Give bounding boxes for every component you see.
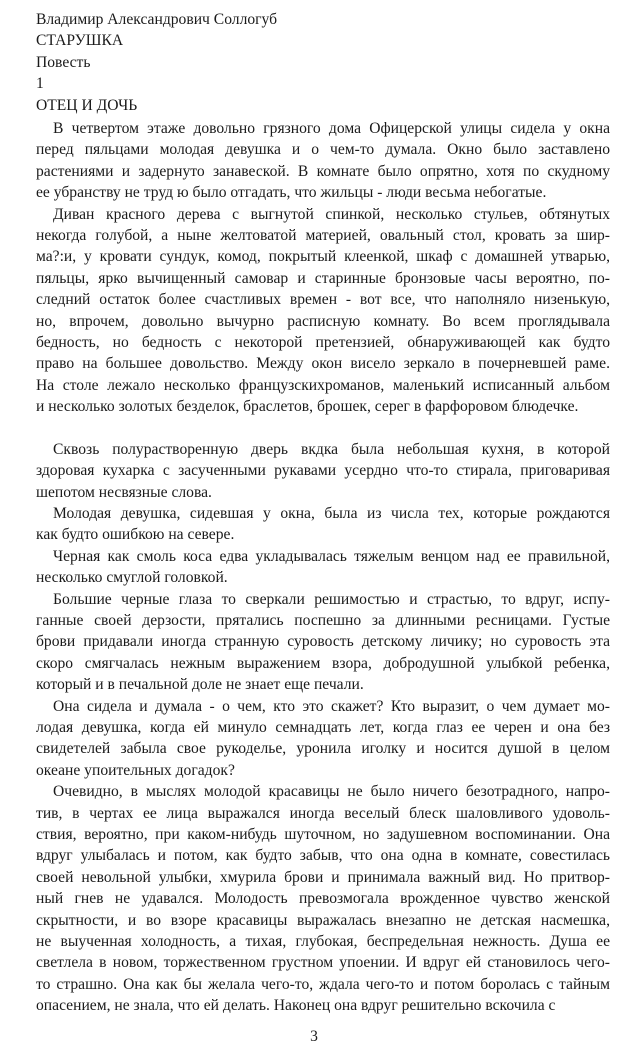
text-line: лодая девушка, когда ей минуло семнадцать лет, когда глаз ее черен и она без — [36, 718, 610, 736]
page-number: 3 — [310, 1028, 318, 1045]
text-line: вдруг улыбалась и потом, как будто забыв, что она одна в комнате, совестилась — [36, 847, 610, 865]
work-genre: Повесть — [36, 53, 91, 71]
text-line: тив, в чертах ее лица выражался иногда веселый блеск шаловливого удоволь- — [36, 804, 610, 822]
text-line: ный гнев не удавался. Молодость превозмогала врожденное чувство женской — [36, 890, 610, 908]
chapter-title: ОТЕЦ И ДОЧЬ — [36, 96, 138, 114]
paragraph — [36, 439, 610, 503]
text-line: ствия, вероятно, при каком-нибудь шуточном, но задушевном воспоминании. Она — [36, 826, 610, 843]
page-header — [36, 9, 596, 116]
text-line: В четвертом этаже довольно грязного дома Офицерской улицы сидела у окна — [53, 120, 610, 137]
text-line: пяльцы, ярко вычищенный самовар и старинные бронзовые часы вероятно, по- — [36, 269, 610, 287]
text-line: право на большее довольство. Между окон висело зеркало в почерневшей раме. — [36, 355, 610, 373]
text-line: Сквозь полурастворенную дверь вкдка была небольшая кухня, в которой — [53, 440, 610, 458]
text-line: не выученная холодность, а тихая, глубокая, беспредельная нежность. Душа ее — [36, 933, 610, 951]
text-line: Диван красного дерева с выгнутой спинкой, несколько стульев, обтянутых — [53, 205, 610, 223]
text-line: то страшно. Она как бы желала чего-то, ждала чего-то и потом боролась с тайным — [36, 975, 610, 993]
text-line: бедность, но бедность с некоторой претензией, обнаруживающей как будто — [36, 334, 610, 352]
page-body — [36, 118, 610, 1017]
text-line: растениями и задернуто занавеской. В комнате было опрятно, хотя по скудному — [36, 162, 610, 180]
text-line: свидетелей забыла свое рукоделье, уронила иголку и носится душой в целом — [36, 740, 610, 758]
text-line: здоровая кухарка с засученными рукавами усердно что-то стирала, приговаривая — [36, 462, 610, 480]
text-line: Молодая девушка, сидевшая у окна, была из числа тех, которые рождаются — [53, 504, 610, 522]
text-line: На столе лежало несколько французскихроманов, маленький исписанный альбом — [36, 376, 610, 394]
paragraph — [36, 503, 610, 546]
text-line: шепотом несвязные слова. — [36, 483, 212, 501]
chapter-number: 1 — [36, 75, 44, 93]
text-line: Она сидела и думала - о чем, кто это скажет? Кто выразит, о чем думает мо- — [53, 697, 610, 715]
text-line: Очевидно, в мыслях молодой красавицы не было ничего безотрадного, напро- — [53, 783, 610, 801]
text-line: брови придавали иногда странную суровость детскому личику; но суровость эта — [36, 633, 610, 651]
text-line: опасением, не знала, что ей делать. Наконец она вдруг решительно вскочила с — [36, 997, 556, 1015]
author-name: Владимир Александрович Соллогуб — [36, 11, 278, 28]
text-line: перед пяльцами молодая девушка и о чем-то думала. Окно было заставлено — [36, 141, 610, 159]
text-line: ее убранству не труд ю было отгадать, что жильцы - люди весьма небогатые. — [36, 184, 547, 202]
text-line: но, впрочем, довольно вычурно расписную комнату. Во всем проглядывала — [36, 312, 610, 330]
paragraph — [36, 118, 610, 204]
work-title: СТАРУШКА — [36, 32, 124, 50]
text-line: некогда голубой, а ныне желтоватой материей, овальный стол, кровать за шир- — [36, 227, 610, 245]
text-line: Большие черные глаза то сверкали решимостью и страстью, то вдруг, испу- — [53, 590, 610, 608]
text-line: ма?:и, у кровати сундук, комод, покрытый клеенкой, шкаф с домашней утварью, — [36, 248, 610, 266]
text-line: ганные своей дерзости, прятались поспешно за длинными ресницами. Густые — [36, 611, 610, 629]
text-line: скрытности, и во взоре красавицы выражалась внезапно не детская насмешка, — [36, 911, 610, 929]
text-line: океане упоительных догадок? — [36, 761, 235, 779]
text-line: своей невольной улыбки, хмурила брови и принимала важный вид. Но притвор- — [36, 868, 610, 886]
text-line: который и в печальной доле не знает еще печали. — [36, 676, 364, 694]
text-line: и несколько золотых безделок, браслетов, брошек, серег в фарфоровом блюдечке. — [36, 398, 579, 416]
text-line: светлела в новом, торжественном грустном упоении. И вдруг ей становилось чего- — [36, 954, 610, 972]
text-line: следний остаток более счастливых времен - вот все, что наполняло низенькую, — [36, 291, 610, 309]
paragraph — [36, 546, 610, 589]
text-line: Черная как смоль коса едва укладывалась тяжелым венцом над ее правильной, — [53, 547, 610, 565]
paragraph — [36, 589, 610, 696]
paragraph — [36, 204, 610, 418]
paragraph — [36, 781, 610, 1016]
paragraph — [36, 696, 610, 782]
paragraph-gap — [36, 418, 610, 439]
text-line: скоро смягчалась нежным выражением взора, добродушной улыбкой ребенка, — [36, 654, 610, 672]
text-line: как будто ошибкою на севере. — [36, 526, 235, 544]
text-line: несколько смуглой головкой. — [36, 569, 228, 587]
